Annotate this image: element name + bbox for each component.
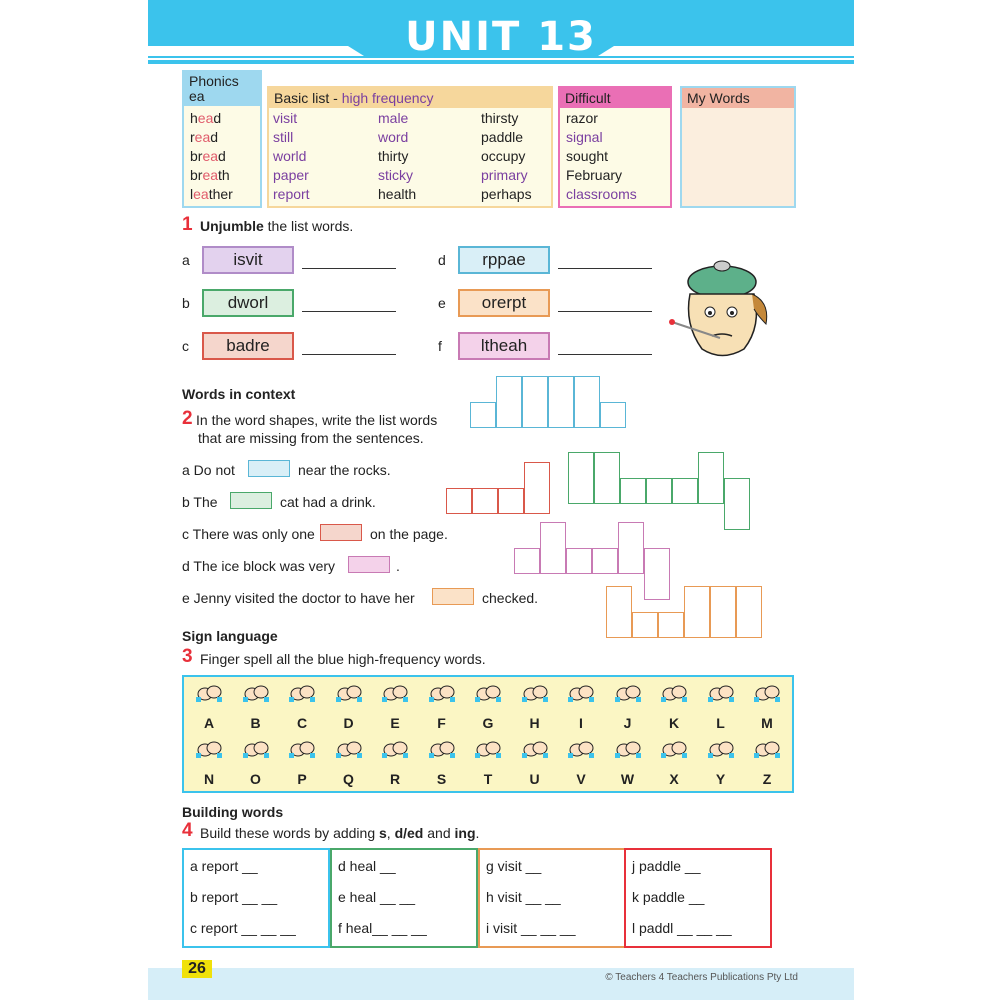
difficult-word: sought: [566, 148, 609, 164]
sign-letter: P: [297, 771, 307, 787]
jumbled-word-box: ltheah: [458, 332, 550, 360]
basic-list-word: paper: [273, 167, 309, 183]
q1-item-label: d: [438, 252, 446, 268]
q2-sentence-post: .: [396, 558, 400, 574]
difficult-header: Difficult: [560, 88, 670, 108]
word-shape-cell[interactable]: [646, 478, 672, 504]
word-shape-cell[interactable]: [472, 488, 498, 514]
difficult-word: razor: [566, 110, 598, 126]
basic-list-word: report: [273, 186, 310, 202]
phonics-ea: ea: [193, 186, 209, 202]
sign-letter: Z: [762, 771, 772, 787]
word-shape-cell[interactable]: [470, 402, 496, 428]
sick-boy-illustration: [662, 254, 782, 364]
q4-ing: ing: [454, 825, 476, 841]
q1-rest: the list words.: [263, 218, 354, 234]
sign-letter: E: [390, 715, 400, 731]
basic-list-word: perhaps: [481, 186, 532, 202]
q2-sentence-post: checked.: [482, 590, 539, 606]
blank-box[interactable]: [432, 588, 474, 605]
blank-box[interactable]: [230, 492, 272, 509]
sign-letter: H: [529, 715, 540, 731]
word-shape-cell[interactable]: [574, 376, 600, 428]
building-word-item[interactable]: l paddl __ __ __: [632, 920, 732, 936]
sign-hand-icon: [568, 683, 594, 703]
phonics-word: [190, 129, 218, 145]
q2-sentence-pre: c There was only one: [182, 526, 315, 542]
q2-sentence-post: cat had a drink.: [280, 494, 376, 510]
sign-letter: X: [669, 771, 679, 787]
building-word-item[interactable]: e heal __ __: [338, 889, 416, 905]
sign-hand-icon: [568, 739, 594, 759]
q2-line1: In the word shapes, write the list words: [196, 412, 438, 428]
blank-box[interactable]: [248, 460, 290, 477]
q3-number: 3: [182, 646, 193, 667]
difficult-word: signal: [566, 129, 603, 145]
basic-list-word: male: [378, 110, 409, 126]
q4-and: and: [423, 825, 455, 841]
jumbled-word-box: dworl: [202, 289, 294, 317]
phonics-part: d: [218, 148, 226, 164]
q4-number: 4: [182, 820, 193, 841]
word-shape-cell[interactable]: [606, 586, 632, 638]
answer-line[interactable]: [302, 311, 396, 312]
word-shape-cell[interactable]: [524, 462, 550, 514]
word-shape-cell[interactable]: [684, 586, 710, 638]
q4-dot: .: [475, 825, 480, 841]
word-shape-cell[interactable]: [724, 478, 750, 530]
sign-hand-icon: [661, 739, 687, 759]
word-shape-cell[interactable]: [522, 376, 548, 428]
answer-line[interactable]: [302, 268, 396, 269]
sign-letter: M: [761, 715, 773, 731]
worksheet-page: [148, 0, 854, 1000]
basic-list-header: [269, 88, 551, 108]
sign-hand-icon: [429, 739, 455, 759]
phonics-ea: ea: [197, 110, 214, 126]
basic-list-word: primary: [481, 167, 528, 183]
sign-hand-icon: [475, 739, 501, 759]
word-shape-cell[interactable]: [446, 488, 472, 514]
phonics-ea: ea: [202, 148, 219, 164]
sign-letter: R: [389, 771, 401, 787]
phonics-part: th: [218, 167, 230, 183]
q3-instruction: Finger spell all the blue high-frequency words.: [200, 651, 486, 667]
building-word-item[interactable]: c report __ __ __: [190, 920, 296, 936]
phonics-word: [190, 148, 226, 164]
q1-number: 1: [182, 214, 193, 235]
q4-s: s: [379, 825, 387, 841]
sign-letter: T: [483, 771, 493, 787]
basic-list-header-highlight: high frequency: [341, 90, 434, 106]
phonics-part: br: [190, 167, 203, 183]
q4-ded: d/ed: [394, 825, 424, 841]
sign-hand-icon: [615, 683, 641, 703]
word-shape-cell[interactable]: [548, 376, 574, 428]
phonics-part: d: [210, 129, 219, 145]
sign-letter: J: [623, 715, 632, 731]
phonics-part: d: [213, 110, 222, 126]
blank-box[interactable]: [320, 524, 362, 541]
word-shape-cell[interactable]: [618, 522, 644, 574]
word-shape-cell[interactable]: [568, 452, 594, 504]
banner-rule: [148, 60, 854, 64]
difficult-box: [558, 86, 672, 208]
word-shape-cell[interactable]: [710, 586, 736, 638]
sign-letter: L: [716, 715, 725, 731]
sign-letter: V: [576, 771, 586, 787]
q2-sentence-pre: a Do not: [182, 462, 235, 478]
words-in-context-heading: Words in context: [182, 386, 296, 402]
sign-letter: O: [250, 771, 261, 787]
word-shape-cell[interactable]: [514, 548, 540, 574]
sign-hand-icon: [196, 683, 222, 703]
phonics-part: l: [190, 186, 194, 202]
sign-hand-icon: [708, 739, 734, 759]
unit-title: UNIT 13: [405, 14, 597, 60]
sign-hand-icon: [196, 739, 222, 759]
phonics-part: br: [190, 148, 203, 164]
basic-list-word: world: [273, 148, 307, 164]
basic-list-box: [267, 86, 553, 208]
sign-letter: G: [482, 715, 494, 731]
word-shape-cell[interactable]: [632, 612, 658, 638]
sign-letter: Q: [343, 771, 354, 787]
my-words-box[interactable]: [680, 86, 796, 208]
phonics-word: [190, 186, 233, 202]
building-word-item[interactable]: j paddle __: [632, 858, 701, 874]
sign-hand-icon: [522, 683, 548, 703]
answer-line[interactable]: [558, 311, 652, 312]
basic-list-word: thirty: [378, 148, 409, 164]
building-word-item[interactable]: k paddle __: [632, 889, 705, 905]
q2-number: 2: [182, 408, 193, 429]
q2-sentence-pre: e Jenny visited the doctor to have her: [182, 590, 415, 606]
q2-sentence-pre: d The ice block was very: [182, 558, 336, 574]
phonics-header: Phonics ea: [184, 72, 260, 106]
word-shape-cell[interactable]: [600, 402, 626, 428]
difficult-word: classrooms: [566, 186, 637, 202]
jumbled-word-box: rppae: [458, 246, 550, 274]
q2-sentence-pre: b The: [182, 494, 218, 510]
sign-letter: A: [203, 715, 215, 731]
phonics-part: ther: [208, 186, 233, 202]
building-word-item[interactable]: a report __: [190, 858, 258, 874]
sign-hand-icon: [754, 683, 780, 703]
sign-letter: D: [343, 715, 354, 731]
word-shape-cell[interactable]: [566, 548, 592, 574]
building-word-item[interactable]: i visit __ __ __: [486, 920, 576, 936]
phonics-ea: ea: [194, 129, 211, 145]
q1-item-label: c: [182, 338, 189, 354]
sign-hand-icon: [754, 739, 780, 759]
q4-instruction: [200, 825, 479, 841]
phonics-box: [182, 70, 262, 208]
phonics-part: h: [190, 110, 198, 126]
building-word-item[interactable]: d heal __: [338, 858, 396, 874]
q2-sentence-post: near the rocks.: [298, 462, 391, 478]
word-shape-cell[interactable]: [658, 612, 684, 638]
phonics-word: [190, 110, 221, 126]
sign-hand-icon: [382, 739, 408, 759]
phonics-part: r: [190, 129, 195, 145]
basic-list-word: word: [378, 129, 409, 145]
sign-letter: N: [203, 771, 215, 787]
word-shape-cell[interactable]: [736, 586, 762, 638]
word-shape-cell[interactable]: [592, 548, 618, 574]
basic-list-header-prefix: Basic list -: [274, 90, 342, 106]
sign-letter: I: [579, 715, 583, 731]
building-word-item[interactable]: h visit __ __: [486, 889, 561, 905]
word-shape-cell[interactable]: [540, 522, 566, 574]
sign-hand-icon: [661, 683, 687, 703]
sign-letter: B: [250, 715, 261, 731]
sign-hand-icon: [708, 683, 734, 703]
q1-item-label: b: [182, 295, 190, 311]
sign-letter: C: [296, 715, 308, 731]
jumbled-word-box: orerpt: [458, 289, 550, 317]
sign-letter: F: [437, 715, 446, 731]
sign-hand-icon: [522, 739, 548, 759]
q1-bold: Unjumble: [200, 218, 264, 234]
q4-pre: Build these words by adding: [200, 825, 379, 841]
sign-hand-icon: [243, 739, 269, 759]
basic-list-word: health: [378, 186, 417, 202]
building-word-item[interactable]: g visit __: [486, 858, 542, 874]
basic-list-word: paddle: [481, 129, 524, 145]
word-shape-cell[interactable]: [644, 548, 670, 600]
sign-hand-icon: [289, 739, 315, 759]
q1-item-label: f: [438, 338, 442, 354]
sign-letter: K: [668, 715, 680, 731]
blank-box[interactable]: [348, 556, 390, 573]
word-shape-cell[interactable]: [620, 478, 646, 504]
sign-letter: S: [436, 771, 447, 787]
basic-list-word: thirsty: [481, 110, 519, 126]
building-words-heading: Building words: [182, 804, 284, 820]
sign-letter: W: [620, 771, 635, 787]
word-shape-cell[interactable]: [594, 452, 620, 504]
q2-sentence-post: on the page.: [370, 526, 448, 542]
sign-letter: Y: [715, 771, 726, 787]
jumbled-word-box: badre: [202, 332, 294, 360]
difficult-word: February: [566, 167, 623, 183]
phonics-ea: ea: [202, 167, 219, 183]
sign-hand-icon: [615, 739, 641, 759]
word-shape-cell[interactable]: [698, 452, 724, 504]
sign-hand-icon: [289, 683, 315, 703]
basic-list-word: sticky: [378, 167, 413, 183]
building-word-item[interactable]: b report __ __: [190, 889, 278, 905]
answer-line[interactable]: [558, 354, 652, 355]
sign-letter: U: [529, 771, 540, 787]
q1-item-label: a: [182, 252, 190, 268]
sign-alphabet-strip: [182, 675, 794, 793]
building-word-item[interactable]: f heal__ __ __: [338, 920, 427, 936]
word-shape-cell[interactable]: [498, 488, 524, 514]
word-shape-cell[interactable]: [672, 478, 698, 504]
basic-list-word: occupy: [481, 148, 526, 164]
answer-line[interactable]: [302, 354, 396, 355]
sign-hand-icon: [243, 683, 269, 703]
phonics-word: [190, 167, 230, 183]
sign-hand-icon: [475, 683, 501, 703]
sign-hand-icon: [336, 739, 362, 759]
basic-list-word: visit: [273, 110, 298, 126]
copyright: © Teachers 4 Teachers Publications Pty Ltd: [605, 972, 798, 983]
basic-list-word: still: [273, 129, 294, 145]
sign-hand-icon: [429, 683, 455, 703]
q1-item-label: e: [438, 295, 446, 311]
answer-line[interactable]: [558, 268, 652, 269]
sign-hand-icon: [336, 683, 362, 703]
sign-hand-icon: [382, 683, 408, 703]
my-words-header: My Words: [682, 88, 794, 108]
q1-instruction: [200, 218, 353, 234]
q4-comma: ,: [386, 825, 395, 841]
page-number: 26: [182, 960, 212, 978]
word-shape-cell[interactable]: [496, 376, 522, 428]
sign-language-heading: Sign language: [182, 628, 278, 644]
jumbled-word-box: isvit: [202, 246, 294, 274]
q2-line2: that are missing from the sentences.: [198, 430, 424, 446]
